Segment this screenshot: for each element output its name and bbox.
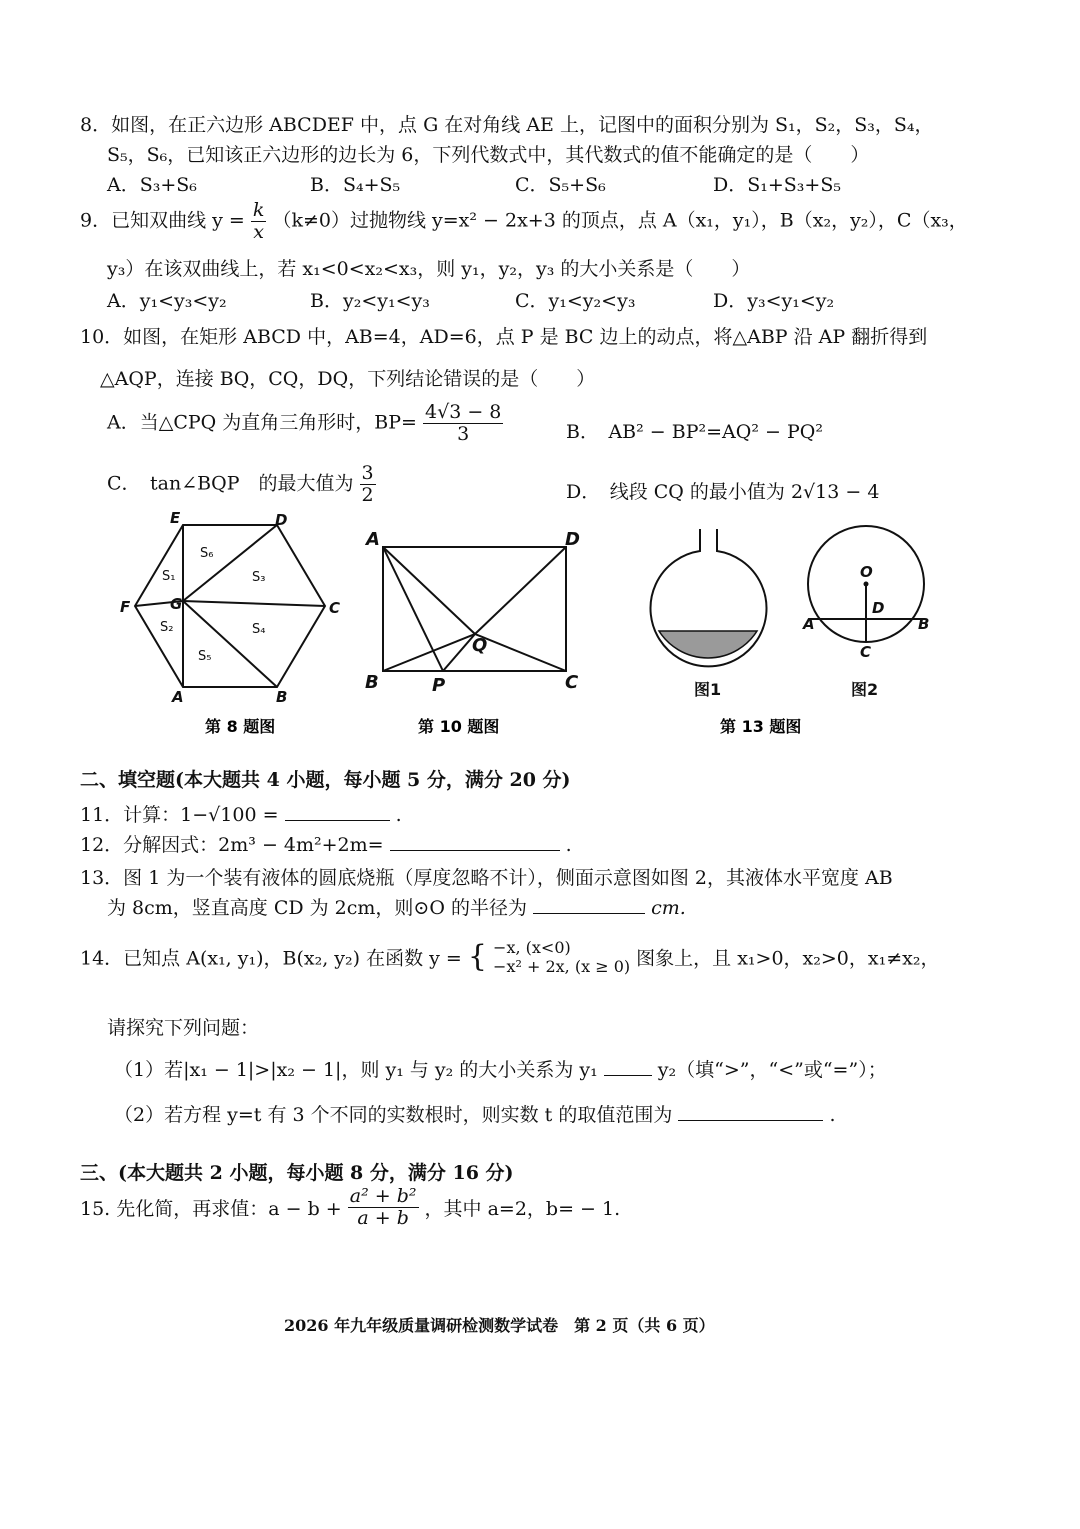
segment-qd bbox=[475, 547, 566, 634]
q8-option-a: A．S₃+S₆ bbox=[107, 174, 197, 196]
page-footer: 2026 年九年级质量调研检测数学试卷 第 2 页（共 6 页） bbox=[284, 1316, 715, 1335]
q14-line1: 14．已知点 A(x₁, y₁)，B(x₂, y₂) 在函数 y = { −x, (x<0) −x² + 2x, (x ≥ 0) 图象上，且 x₁>0，x₂>0，x₁≠x₂， bbox=[80, 938, 940, 977]
fig8-label-f: F bbox=[120, 598, 131, 616]
fig8-region-s3: S₃ bbox=[252, 570, 266, 585]
fig10-caption: 第 10 题图 bbox=[418, 717, 500, 736]
q8-line2: S₅，S₆，已知该正六边形的边长为 6，下列代数式中，其代数式的值不能确定的是（ ） bbox=[107, 144, 870, 166]
segment-qc bbox=[475, 634, 566, 671]
q9-post: （k≠0）过抛物线 y=x² − 2x+3 的顶点，点 A（x₁，y₁），B（x₂，y₂），C（x₃， bbox=[272, 209, 968, 232]
fig10-label-q: Q bbox=[472, 635, 488, 656]
q13-line1: 13．图 1 为一个装有液体的圆底烧瓶（厚度忽略不计），侧面示意图如图 2，其液体水平宽度 AB bbox=[80, 867, 893, 889]
segment-gb bbox=[183, 601, 277, 687]
q12: 12．分解因式：2m³ − 4m²+2m= . bbox=[80, 834, 572, 856]
q10-option-b: B． AB² − BP²=AQ² − PQ² bbox=[566, 421, 823, 443]
q9-option-b: B．y₂<y₁<y₃ bbox=[310, 290, 430, 312]
fig8-label-d: D bbox=[275, 511, 288, 529]
q14-part1: （1）若|x₁ − 1|>|x₂ − 1|，则 y₁ 与 y₂ 的大小关系为 y₁ y₂（填“>”，“<”或“=”）； bbox=[114, 1059, 887, 1081]
q13-answer-blank[interactable] bbox=[533, 895, 645, 914]
q14-piecewise: −x, (x<0) −x² + 2x, (x ≥ 0) bbox=[493, 938, 631, 977]
q9-option-c: C．y₁<y₂<y₃ bbox=[515, 290, 636, 312]
fig8-label-c: C bbox=[329, 599, 341, 617]
figures-area bbox=[0, 505, 1080, 745]
fig10-label-a: A bbox=[366, 529, 380, 550]
hexagon bbox=[135, 525, 325, 687]
fig8-label-b: B bbox=[276, 688, 288, 706]
segment-bq bbox=[383, 634, 475, 671]
q9-option-a: A．y₁<y₃<y₂ bbox=[107, 290, 227, 312]
q8-option-d: D．S₁+S₃+S₅ bbox=[713, 174, 841, 196]
q15-fraction: $\frac{\text{a² + b²}}{a + b}$ bbox=[349, 1185, 417, 1229]
fig13-label-o: O bbox=[860, 563, 873, 581]
fig8-region-s6: S₆ bbox=[200, 546, 214, 561]
q14-brace: { bbox=[467, 939, 487, 975]
q10-optA-fraction: $\frac{4√3 - 8}{3}$ bbox=[425, 401, 502, 445]
q9-pre: 9．已知双曲线 y = bbox=[80, 209, 245, 232]
fig13-label-a: A bbox=[803, 615, 815, 633]
fig13-label-d: D bbox=[872, 599, 885, 617]
q8-line1: 8．如图，在正六边形 ABCDEF 中，点 G 在对角线 AE 上，记图中的面积分别为 S₁，S₂，S₃，S₄， bbox=[80, 114, 934, 136]
q10-optC-fraction: $\frac{3}{2}$ bbox=[361, 462, 374, 506]
q15: 15. 先化简，再求值：a − b + $\frac{\text{a² + b²}}{a + b}$ ，其中 a=2，b= − 1. bbox=[80, 1185, 621, 1229]
segment-aq bbox=[383, 547, 475, 634]
fig10-label-p: P bbox=[432, 675, 446, 696]
section3-title: 三、(本大题共 2 小题，每小题 8 分，满分 16 分) bbox=[80, 1162, 514, 1184]
fig8-region-s4: S₄ bbox=[252, 622, 266, 637]
q11: 11．计算：1−√100 = . bbox=[80, 804, 402, 826]
figure-13-flask bbox=[650, 529, 766, 666]
fig8-label-a: A bbox=[172, 688, 184, 706]
fig8-region-s1: S₁ bbox=[162, 569, 176, 584]
q14-part1-answer-blank[interactable] bbox=[604, 1057, 652, 1076]
q14-part2: （2）若方程 y=t 有 3 个不同的实数根时，则实数 t 的取值范围为 . bbox=[114, 1104, 836, 1126]
fig8-region-s5: S₅ bbox=[198, 649, 212, 664]
q10-line2: △AQP，连接 BQ，CQ，DQ，下列结论错误的是（ ） bbox=[100, 368, 596, 390]
q13-line2: 为 8cm，竖直高度 CD 为 2cm，则⊙O 的半径为 cm. bbox=[107, 897, 686, 919]
segment-ap bbox=[383, 547, 443, 671]
fig13-sub2: 图2 bbox=[851, 680, 879, 699]
q9-line1 bbox=[80, 200, 968, 243]
q10-option-a: A．当△CPQ 为直角三角形时，BP= $\frac{4√3 - 8}{3}$ bbox=[107, 401, 502, 445]
q9-fraction: $\frac{k}{x}$ bbox=[252, 199, 265, 243]
fig8-region-s2: S₂ bbox=[160, 620, 174, 635]
segment-gd bbox=[183, 525, 277, 601]
q8-option-b: B．S₄+S₅ bbox=[310, 174, 401, 196]
fig8-caption: 第 8 题图 bbox=[205, 717, 276, 736]
figure-8-labels bbox=[120, 509, 340, 706]
fig10-label-d: D bbox=[565, 529, 580, 550]
figure-8 bbox=[135, 525, 325, 687]
q9-line2: y₃）在该双曲线上，若 x₁<0<x₂<x₃，则 y₁，y₂，y₃ 的大小关系是（ ） bbox=[107, 258, 751, 280]
fig13-caption: 第 13 题图 bbox=[720, 717, 802, 736]
q10-option-c: C． tan∠BQP 的最大值为 $\frac{3}{2}$ bbox=[107, 462, 374, 506]
fig8-label-e: E bbox=[170, 509, 181, 527]
q8-option-c: C．S₅+S₆ bbox=[515, 174, 606, 196]
fig10-label-c: C bbox=[565, 672, 579, 693]
segment-gc bbox=[183, 601, 325, 606]
q12-answer-blank[interactable] bbox=[390, 832, 560, 851]
q11-answer-blank[interactable] bbox=[285, 802, 390, 821]
q9-option-d: D．y₃<y₁<y₂ bbox=[713, 290, 835, 312]
q14-prompt: 请探究下列问题： bbox=[107, 1017, 260, 1039]
q10-line1: 10．如图，在矩形 ABCD 中，AB=4，AD=6，点 P 是 BC 边上的动点，将△ABP 沿 AP 翻折得到 bbox=[80, 326, 928, 348]
fig10-label-b: B bbox=[365, 672, 379, 693]
fig13-label-b: B bbox=[918, 615, 930, 633]
fig8-label-g: G bbox=[170, 595, 183, 613]
q14-part2-answer-blank[interactable] bbox=[678, 1102, 823, 1121]
q10-option-d: D． 线段 CQ 的最小值为 2√13 − 4 bbox=[566, 481, 880, 503]
fig13-label-c: C bbox=[860, 643, 872, 661]
section2-title: 二、填空题(本大题共 4 小题，每小题 5 分，满分 20 分) bbox=[80, 769, 571, 791]
fig13-sub1: 图1 bbox=[694, 680, 722, 699]
center-point-o bbox=[864, 582, 869, 587]
